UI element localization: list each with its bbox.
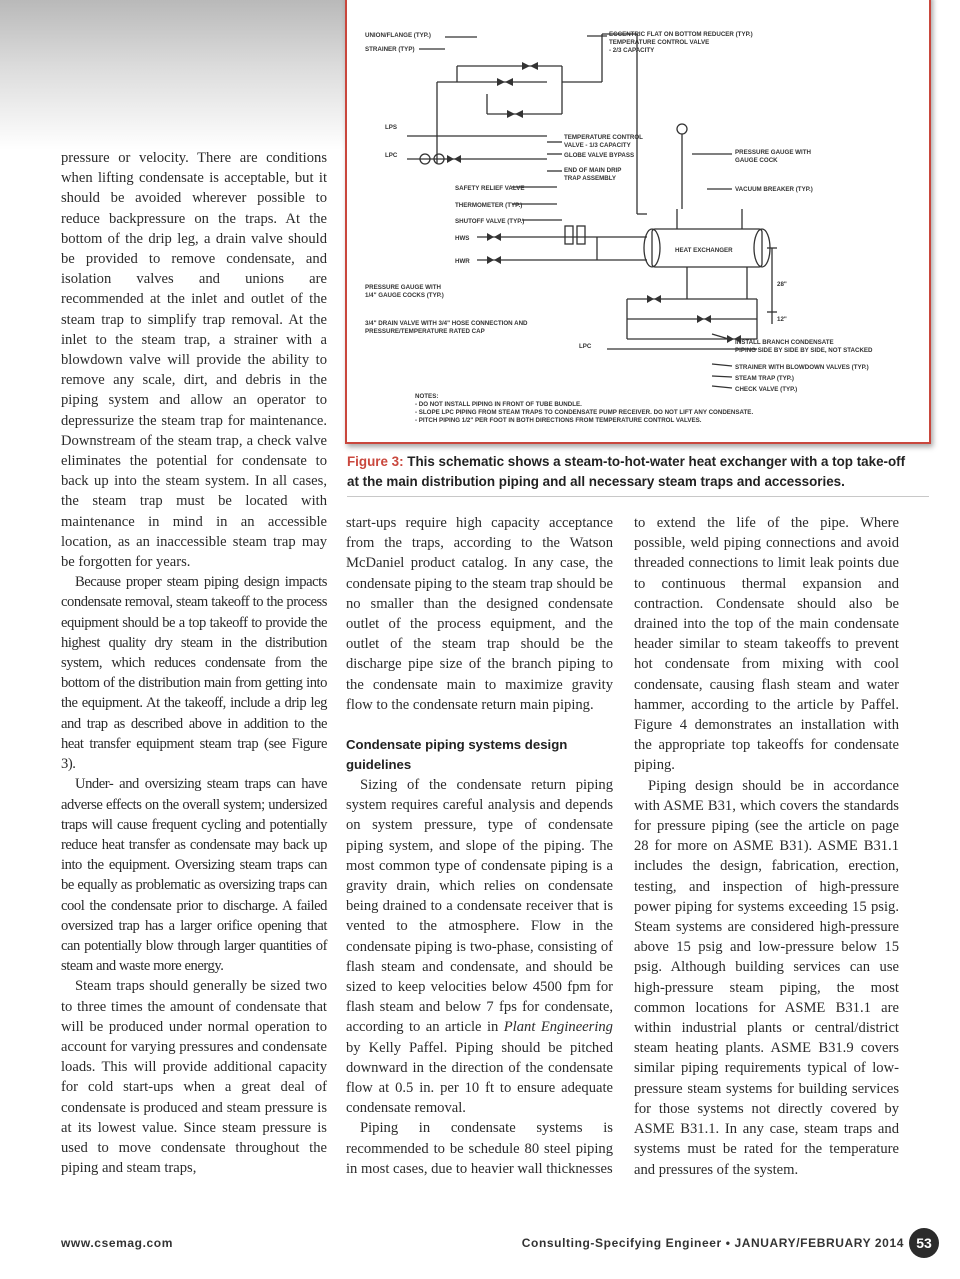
paragraph: to extend the life of the pipe. Where possible, weld piping connections and avoid threaded connections to limit leak points due to continuous thermal expansion and contraction. Condensate should also be drained into the top of the main condensate header similar to steam takeoffs to prevent hot condensate from mixing with cool condensate, causing flash steam and water hammer, according to the article by Paffel. Figure 4 demonstrates an installation with the appropriate top takeoffs for condensate piping. bbox=[634, 515, 899, 774]
label-drain-valve-1: 3/4" DRAIN VALVE WITH 3/4" HOSE CONNECTION AND bbox=[365, 320, 528, 327]
label-temp-control-third-1: TEMPERATURE CONTROL bbox=[564, 134, 643, 141]
paragraph-text: by Kelly Paffel. Piping should be pitched downward in the direction of the condensate flow at 0.5 in. per 10 ft to ensure adequate condensate removal. bbox=[346, 1039, 613, 1117]
footer-publication: Consulting-Specifying Engineer • JANUARY/FEBRUARY 2014 bbox=[521, 1236, 904, 1250]
page-number-badge: 53 bbox=[909, 1228, 939, 1258]
label-end-main-drip-1: END OF MAIN DRIP bbox=[564, 167, 622, 174]
label-pressure-gauge-cock-1: PRESSURE GAUGE WITH bbox=[735, 149, 811, 156]
label-dim-28: 28" bbox=[777, 281, 787, 288]
label-end-main-drip-2: TRAP ASSEMBLY bbox=[564, 175, 617, 182]
paragraph: Steam traps should generally be sized two to three times the amount of condensate that will be produced under normal operation to account for varying pressures and condensate loads. This will provide additional capacity for cold start-ups when a great deal of condensate is produced and steam pressure is at its lowest value. Since steam pressure is used to move condensate throughout the piping and steam traps, bbox=[61, 978, 327, 1177]
label-hwr: HWR bbox=[455, 258, 470, 265]
page-top-shading bbox=[0, 0, 345, 150]
label-install-branch-2: PIPING SIDE BY SIDE BY SIDE, NOT STACKED bbox=[735, 347, 873, 354]
label-pressure-gauge-cock-2: GAUGE COCK bbox=[735, 157, 778, 164]
label-strainer: STRAINER (TYP) bbox=[365, 46, 415, 53]
label-dim-12: 12" bbox=[777, 316, 787, 323]
figure-3-schematic bbox=[345, 0, 931, 444]
article-column-1 bbox=[61, 148, 327, 1178]
label-check-valve: CHECK VALVE (TYP.) bbox=[735, 386, 798, 393]
label-strainer-blowdown: STRAINER WITH BLOWDOWN VALVES (TYP.) bbox=[735, 364, 869, 371]
notes-title: NOTES: bbox=[415, 393, 439, 400]
label-lpc-bottom: LPC bbox=[579, 343, 592, 350]
label-shutoff: SHUTOFF VALVE (TYP.) bbox=[455, 218, 525, 225]
label-union-flange: UNION/FLANGE (TYP.) bbox=[365, 32, 431, 39]
caption-divider bbox=[347, 496, 929, 497]
note-1: - DO NOT INSTALL PIPING IN FRONT OF TUBE BUNDLE. bbox=[415, 401, 582, 408]
label-heat-exchanger: HEAT EXCHANGER bbox=[675, 247, 733, 254]
label-drain-valve-2: PRESSURE/TEMPERATURE RATED CAP bbox=[365, 328, 485, 335]
label-temp-control-valve: TEMPERATURE CONTROL VALVE bbox=[609, 39, 710, 46]
label-thermometer: THERMOMETER (TYP.) bbox=[455, 202, 523, 209]
label-hws: HWS bbox=[455, 235, 470, 242]
label-globe-bypass: GLOBE VALVE BYPASS bbox=[564, 152, 635, 159]
label-eccentric-flat: ECCENTRIC FLAT ON BOTTOM REDUCER (TYP.) bbox=[609, 31, 753, 38]
paragraph: Piping in condensate systems is recommended to be schedule 80 steel piping in most cases, due to heavier wall thicknesses bbox=[346, 1120, 613, 1177]
article-column-2 bbox=[346, 513, 613, 1179]
label-gauge-quarter-1: PRESSURE GAUGE WITH bbox=[365, 284, 441, 291]
label-steam-trap: STEAM TRAP (TYP.) bbox=[735, 375, 794, 382]
article-column-3 bbox=[634, 513, 899, 1180]
label-lps: LPS bbox=[385, 124, 398, 131]
heat-exchanger-schematic bbox=[347, 0, 929, 442]
label-safety-relief: SAFETY RELIEF VALVE bbox=[455, 185, 525, 192]
paragraph: start-ups require high capacity acceptance from the traps, according to the Watson McDaniel product catalog. In any case, the condensate piping to the steam trap should be no smaller than the designed condensate outlet of the process equipment, and the outlet of the steam trap should be the discharge pipe size of the branch piping to the condensate main to maximize gravity flow to the condensate return main piping. bbox=[346, 515, 613, 713]
paragraph bbox=[346, 775, 613, 1118]
label-temp-control-third-2: VALVE - 1/3 CAPACITY bbox=[564, 142, 631, 149]
figure-caption bbox=[347, 452, 917, 492]
note-3: - PITCH PIPING 1/2" PER FOOT IN BOTH DIRECTIONS FROM TEMPERATURE CONTROL VALVES. bbox=[415, 417, 702, 424]
label-two-thirds: - 2/3 CAPACITY bbox=[609, 47, 655, 54]
paragraph: pressure or velocity. There are conditions when lifting condensate is acceptable, but it should be avoided wherever possible to reduce backpressure on the traps. At the bottom of the drip leg, a drain valve should be provided to remove condensate, and isolation valves and unions are recommended at the inlet and outlet of the steam trap to simplify trap removal. At the inlet to the steam trap, a strainer with a blowdown valve will provide the ability to remove any scale, dirt, and debris in the piping system and allow an operator to depressurize the steam trap for maintenance. Downstream of the steam trap, a check valve eliminates the potential for condensate to back up into the steam system. In all cases, the steam trap must be located with maintenance in mind in an accessible location, as an inaccessible steam trap may be forgotten for years. bbox=[61, 150, 327, 571]
paragraph: Piping design should be in accordance with ASME B31, which covers the standards for pressure piping (see the article on page 28 for more on ASME B31). ASME B31.1 includes the design, fabrication, erection, testing, and inspection of high-pressure power piping for systems exceeding 15 psig. Steam systems are considered high-pressure above 15 psig and low-pressure below 15 psig. Although building services can use high-pressure steam piping, the most common locations for ASME B31.1 are within industrial plants or central/district steam heating plants. ASME B31.9 covers similar piping requirements typical of low-pressure steam systems for building services for those systems not directly covered by ASME B31.1. In any case, steam traps and systems must be rated for the temperature and pressures of the system. bbox=[634, 777, 899, 1178]
paragraph-text: Sizing of the condensate return piping system requires careful analysis and depends on system pressure, type of condensate piping system, and slope of the piping. The most common type of condensate piping is a gravity drain, which relies on condensate being drained to a condensate receiver that is vented to the atmosphere. Flow in the condensate piping is two-phase, consisting of flash steam and condensate, and should be sized to keep velocities below 4500 fpm for flash steam and below 7 fps for condensate, according to an article in bbox=[346, 777, 613, 1036]
label-lpc-left: LPC bbox=[385, 152, 398, 159]
paragraph: Because proper steam piping design impacts condensate removal, steam takeoff to the process equipment should be a top takeoff to provide the highest quality dry steam in the distribution system, which reduces condensate from the bottom of the distribution main from getting into the equipment. At the takeoff, include a drip leg and trap as described above in addition to the heat transfer equipment steam trap (see Figure 3). bbox=[61, 574, 327, 773]
figure-caption-label: Figure 3: bbox=[347, 454, 404, 469]
label-vacuum-breaker: VACUUM BREAKER (TYP.) bbox=[735, 186, 813, 193]
label-gauge-quarter-2: 1/4" GAUGE COCKS (TYP.) bbox=[365, 292, 444, 299]
note-2: - SLOPE LPC PIPING FROM STEAM TRAPS TO CONDENSATE PUMP RECEIVER. DO NOT LIFT ANY CONDENSATE. bbox=[415, 409, 754, 416]
footer-website[interactable]: www.csemag.com bbox=[61, 1236, 173, 1250]
section-heading: Condensate piping systems design guidelines bbox=[346, 737, 568, 773]
figure-caption-text: This schematic shows a steam-to-hot-water heat exchanger with a top take-off at the main distribution piping and all necessary steam traps and accessories. bbox=[347, 454, 906, 489]
publication-title: Plant Engineering bbox=[503, 1019, 613, 1036]
paragraph: Under- and oversizing steam traps can have adverse effects on the overall system; undersized traps will cause frequent cycling and potentially reduce heat transfer as condensate may back up into the equipment. Oversizing steam traps can be equally as problematic as oversizing traps can cool the condensate prior to discharge. A failed oversized trap has a larger orifice opening that can potentially blow through larger quantities of steam and waste more energy. bbox=[61, 776, 327, 975]
label-install-branch-1: INSTALL BRANCH CONDENSATE bbox=[735, 339, 834, 346]
